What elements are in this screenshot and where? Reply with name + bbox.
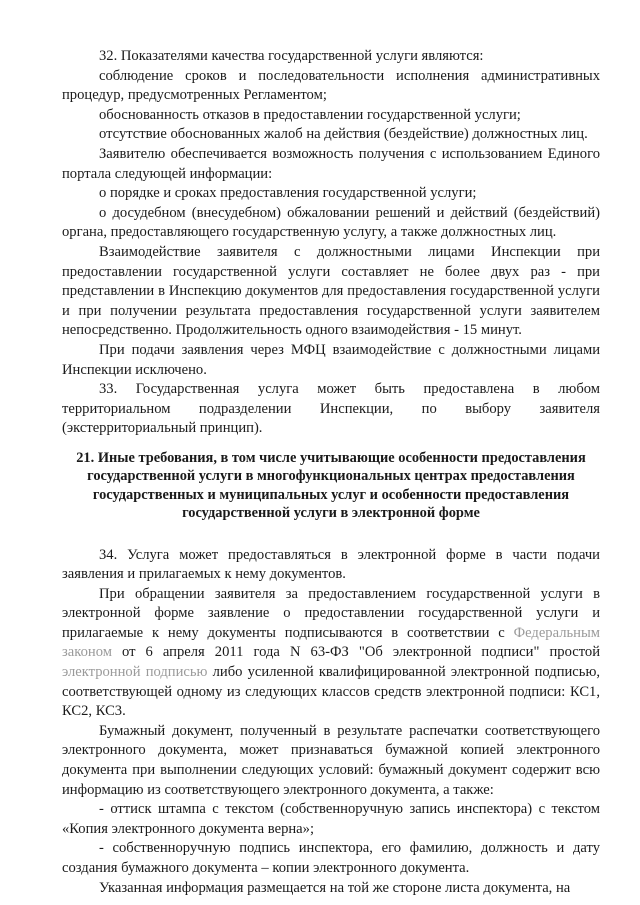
paragraph-text: При обращении заявителя за предоставлением государственной услуги в электронной форме заявление о предоставлении государственной услуги и прилагаемые к нему документы подписываются в соответствии с xyxy=(62,585,600,641)
paragraph-electronic-signature xyxy=(62,585,600,722)
paragraph-mfc: При подачи заявления через МФЦ взаимодействие с должностными лицами Инспекции исключено. xyxy=(62,341,600,378)
paragraph-32: 32. Показателями качества государственной услуги являются: xyxy=(99,48,484,64)
electronic-signature-link[interactable]: электронной подписью xyxy=(62,664,208,681)
paragraph-34: 34. Услуга может предоставляться в электронной форме в части подачи заявления и прилагаемых к нему документов. xyxy=(62,546,600,583)
paragraph-signature: - собственноручную подпись инспектора, его фамилию, должность и дату создания бумажного документа – копии электронного документа. xyxy=(62,840,600,876)
paragraph-portal-info: Заявителю обеспечивается возможность получения с использованием Единого портала следующей информации: xyxy=(62,145,600,182)
document-body xyxy=(62,47,600,898)
paragraph-criterion-refusals: обоснованность отказов в предоставлении государственной услуги; xyxy=(99,106,521,123)
paragraph-criterion-deadlines: соблюдение сроков и последовательности исполнения административных процедур, предусмотренных Регламентом; xyxy=(62,67,600,104)
paragraph-33: 33. Государственная услуга может быть предоставлена в любом территориальном подразделении Инспекции, по выбору заявителя (экстерриториальный принцип). xyxy=(62,381,600,437)
paragraph-interaction: Взаимодействие заявителя с должностными лицами Инспекции при предоставлении государственной услуги составляет не более двух раз - при представлении в Инспекцию документов для предоставления государственной услуги и при получении результата предоставления государственной услуги заявителем непосредственно. Продолжительность одного взаимодействия - 15 минут. xyxy=(62,243,600,339)
paragraph-text: от 6 апреля 2011 года N 63-ФЗ "Об электронной подписи" простой xyxy=(111,644,600,661)
paragraph-portal-appeal: о досудебном (внесудебном) обжаловании решений и действий (бездействий) органа, предоставляющего государственную услугу, а также должностных лиц. xyxy=(62,204,600,241)
paragraph-criterion-complaints: отсутствие обоснованных жалоб на действия (бездействие) должностных лиц. xyxy=(99,126,588,143)
section-heading-21: 21. Иные требования, в том числе учитывающие особенности предоставления государственной услуги в многофункциональных центрах предоставления государственных и муниципальных услуг и особенности предоставления государственной услуги в электронной форме xyxy=(76,449,586,522)
federal-law-link[interactable]: Федеральным законом xyxy=(62,624,600,661)
paragraph-paper-copy: Бумажный документ, полученный в результате распечатки соответствующего электронного документа, может признаваться бумажной копией электронного документа при выполнении следующих условий: бумажный документ содержит всю информацию из соответствующего электронного документа, а также: xyxy=(62,722,600,798)
paragraph-text: либо усиленной квалифицированной электронной подписью, соответствующей одному из следующих классов средств электронной подписи: КС1, КС2, КС3. xyxy=(62,664,600,720)
paragraph-portal-order: о порядке и сроках предоставления государственной услуги; xyxy=(99,185,477,202)
paragraph-stamp: - оттиск штампа с текстом (собственноручную запись инспектора) с текстом «Копия электронного документа верна»; xyxy=(62,801,600,837)
section-gap xyxy=(62,523,600,546)
paragraph-placement: Указанная информация размещается на той же стороне листа документа, на xyxy=(99,879,571,896)
